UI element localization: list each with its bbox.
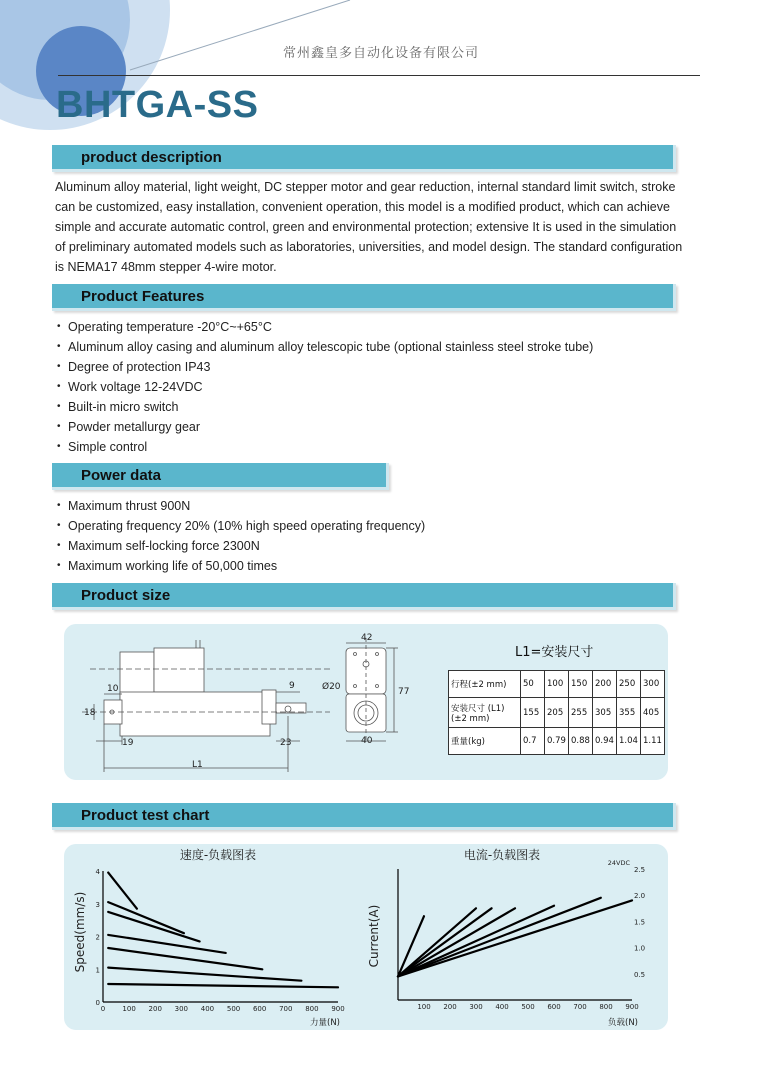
dim-label-23: 23 [280,738,292,748]
table-cell: 205 [545,698,569,728]
header-divider [58,75,700,76]
power-list [55,496,425,576]
section-bar-test [52,803,676,830]
y-tick-label: 1.5 [634,918,646,927]
spec-table-title: L1=安装尺寸 [515,645,594,660]
section-title: Power data [81,467,162,484]
table-cell: 200 [593,671,617,698]
dim-label-10: 10 [107,684,119,694]
section-title: Product test chart [81,807,210,824]
table-cell: 155 [521,698,545,728]
list-item: • Built-in micro switch [55,397,593,417]
table-cell: 255 [569,698,593,728]
y-tick-label: 4 [95,868,100,876]
x-tick-label: 600 [252,1005,267,1013]
table-cell: 0.79 [545,728,569,755]
table-cell: 1.04 [617,728,641,755]
chart-title: 电流-负载图表 [463,848,541,862]
dim-label-77: 77 [398,687,410,697]
section-title: product description [81,149,222,166]
y-tick-label: 1 [95,966,100,975]
chart-annotation: 24VDC [607,859,630,867]
header-swoosh [0,0,762,80]
section-bar-size [52,583,676,610]
table-row [449,728,665,755]
spec-table [448,670,665,755]
model-title: BHTGA-SS [56,84,259,126]
table-cell: 0.88 [569,728,593,755]
x-tick-label: 0 [100,1005,106,1013]
x-tick-label: 100 [417,1003,431,1011]
y-tick-label: 2.5 [634,866,646,874]
x-tick-label: 100 [122,1005,136,1013]
dim-label-40: 40 [361,736,373,746]
section-title: Product size [81,587,171,604]
y-tick-label: 2 [95,933,100,942]
table-cell: 1.11 [641,728,665,755]
y-tick-label: 3 [95,900,100,909]
y-tick-label: 2.0 [634,892,646,901]
list-item: • Maximum working life of 50,000 times [55,556,425,576]
section-bar-power [52,463,389,490]
dim-label-19: 19 [122,738,134,748]
x-tick-label: 900 [625,1003,639,1011]
table-cell: 405 [641,698,665,728]
x-tick-label: 800 [305,1005,319,1013]
table-row-header: 安装尺寸 (L1)(±2 mm) [449,698,521,728]
y-axis-label: Current(A) [367,904,381,968]
x-tick-label: 700 [279,1005,293,1013]
x-axis-label: 力量(N) [310,1018,340,1028]
y-axis-label: Speed(mm/s) [73,891,87,973]
table-row [449,698,665,728]
table-row-header: 重量(kg) [449,728,521,755]
list-item: • Operating temperature -20°C~+65°C [55,317,593,337]
x-tick-label: 500 [226,1005,241,1013]
list-item: • Aluminum alloy casing and aluminum alloy telescopic tube (optional stainless steel stroke tube) [55,337,593,357]
x-tick-label: 300 [469,1003,483,1011]
chart-panel [64,844,668,1030]
y-tick-label: 1.0 [634,944,646,953]
list-item: • Work voltage 12-24VDC [55,377,593,397]
table-cell: 50 [521,671,545,698]
x-tick-label: 500 [521,1003,535,1011]
dim-label-18: 18 [84,708,96,718]
table-cell: 250 [617,671,641,698]
table-cell: 150 [569,671,593,698]
table-cell: 0.7 [521,728,545,755]
list-item: • Operating frequency 20% (10% high speed operating frequency) [55,516,425,536]
section-title: Product Features [81,288,205,305]
dim-label-20: Ø20 [322,682,341,692]
table-cell: 300 [641,671,665,698]
y-tick-label: 0 [95,999,100,1007]
section-bar-features [52,284,676,311]
x-tick-label: 400 [200,1005,215,1013]
table-row-header: 行程(±2 mm) [449,671,521,698]
x-tick-label: 200 [148,1005,162,1013]
table-cell: 305 [593,698,617,728]
dim-label-9: 9 [289,681,295,691]
list-item: • Maximum thrust 900N [55,496,425,516]
dim-label-42: 42 [361,633,373,643]
x-tick-label: 300 [174,1005,189,1013]
features-list [55,317,593,457]
description-text: Aluminum alloy material, light weight, DC stepper motor and gear reduction, internal standard limit switch, stroke can be customized, easy installation, convenient operation, this model is a modified product, which can achieve simple and accurate automatic control, green and environmental protection; extensive It is used in the simulation of preliminary automated models such as laboratories, universities, and model design. The standard configuration is NEMA17 48mm stepper 4-wire motor. [55,180,683,274]
x-tick-label: 600 [547,1003,561,1011]
list-item: • Simple control [55,437,593,457]
list-item: • Powder metallurgy gear [55,417,593,437]
x-tick-label: 800 [599,1003,613,1011]
list-item: • Maximum self-locking force 2300N [55,536,425,556]
x-tick-label: 900 [331,1005,345,1013]
table-cell: 100 [545,671,569,698]
company-name: 常州鑫皇多自动化设备有限公司 [282,46,479,61]
dim-label-l1: L1 [192,760,203,770]
table-cell: 0.94 [593,728,617,755]
chart-title: 速度-负载图表 [179,848,257,862]
x-tick-label: 400 [495,1003,509,1011]
x-tick-label: 700 [573,1003,587,1011]
table-cell: 355 [617,698,641,728]
list-item: • Degree of protection IP43 [55,357,593,377]
x-axis-label: 负载(N) [608,1018,638,1028]
table-row [449,671,665,698]
y-tick-label: 0.5 [634,970,646,979]
x-tick-label: 200 [443,1003,457,1011]
section-bar-description [52,145,676,172]
